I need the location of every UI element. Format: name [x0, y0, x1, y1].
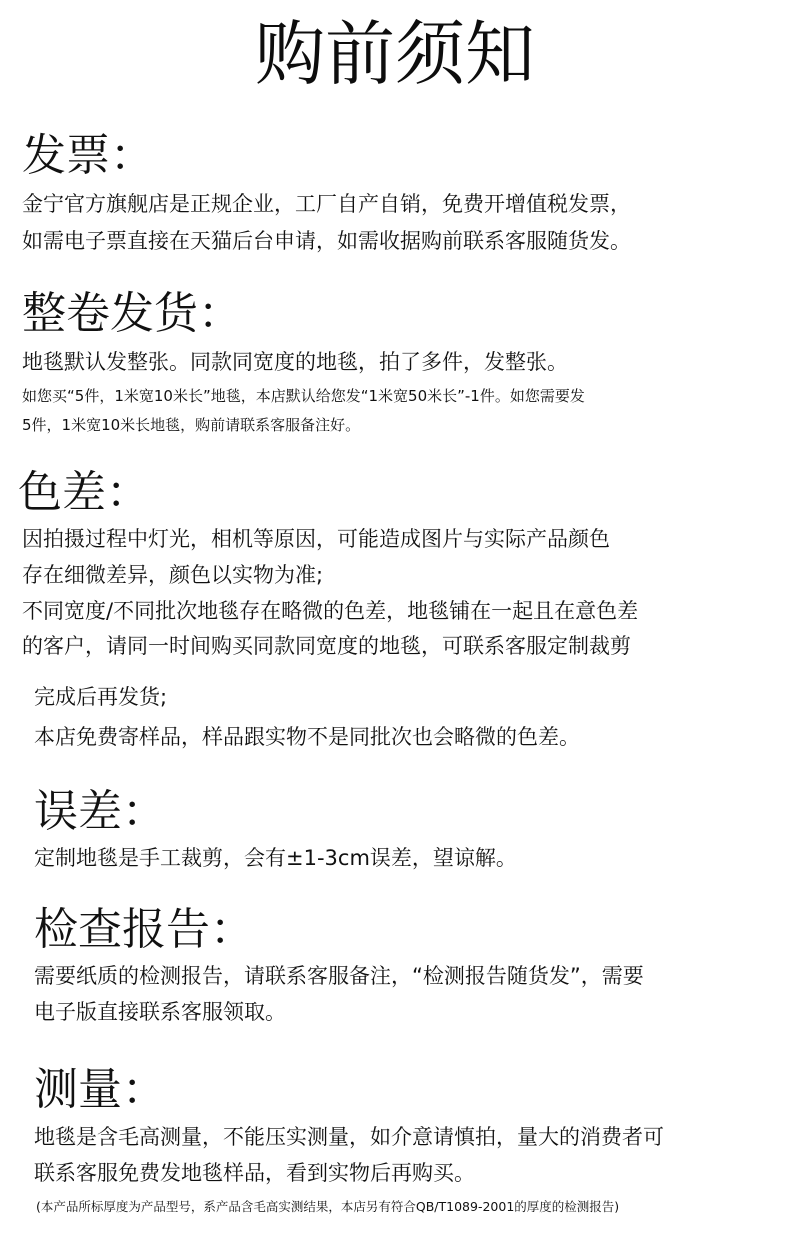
measure-line-1: 地毯是含毛高测量，不能压实测量，如介意请慎拍，量大的消费者可 — [34, 1125, 664, 1149]
invoice-line-2: 如需电子票直接在天猫后台申请，如需收据购前联系客服随货发。 — [22, 229, 631, 253]
color-diff-line-3: 不同宽度/不同批次地毯存在略微的色差，地毯铺在一起且在意色差 — [22, 599, 639, 623]
measure-note: (本产品所标厚度为产品型号，系产品含毛高实测结果，本店另有符合QB/T1089-2001的厚度的检测报告) — [36, 1199, 620, 1214]
whole-roll-line-1: 地毯默认发整张。同款同宽度的地毯，拍了多件，发整张。 — [22, 350, 568, 374]
color-diff-line-2: 存在细微差异，颜色以实物为准; — [22, 563, 324, 587]
whole-roll-small-line-2: 5件，1米宽10米长地毯，购前请联系客服备注好。 — [22, 416, 361, 434]
color-diff-line-4: 的客户，请同一时间购买同款同宽度的地毯，可联系客服定制裁剪 — [22, 634, 631, 658]
report-line-1: 需要纸质的检测报告，请联系客服备注，“检测报告随货发”，需要 — [34, 964, 644, 988]
page-title: 购前须知 — [255, 13, 535, 95]
measure-heading: 测量： — [34, 1064, 166, 1115]
color-diff-line-6: 本店免费寄样品，样品跟实物不是同批次也会略微的色差。 — [34, 725, 580, 749]
color-diff-heading: 色差： — [18, 467, 150, 518]
whole-roll-heading: 整卷发货： — [22, 288, 242, 339]
color-diff-line-5: 完成后再发货; — [34, 685, 168, 709]
color-diff-line-1: 因拍摄过程中灯光，相机等原因，可能造成图片与实际产品颜色 — [22, 527, 610, 551]
whole-roll-small-line-1: 如您买“5件，1米宽10米长”地毯，本店默认给您发“1米宽50米长”-1件。如您需要发 — [22, 387, 585, 405]
measure-line-2: 联系客服免费发地毯样品，看到实物后再购买。 — [34, 1161, 475, 1185]
report-line-2: 电子版直接联系客服领取。 — [34, 1000, 286, 1024]
report-heading: 检查报告： — [34, 904, 254, 955]
tolerance-line: 定制地毯是手工裁剪，会有±1-3cm误差，望谅解。 — [34, 846, 517, 870]
invoice-heading: 发票： — [22, 130, 154, 181]
invoice-line-1: 金宁官方旗舰店是正规企业，工厂自产自销，免费开增值税发票， — [22, 192, 631, 216]
tolerance-heading: 误差： — [34, 786, 166, 837]
